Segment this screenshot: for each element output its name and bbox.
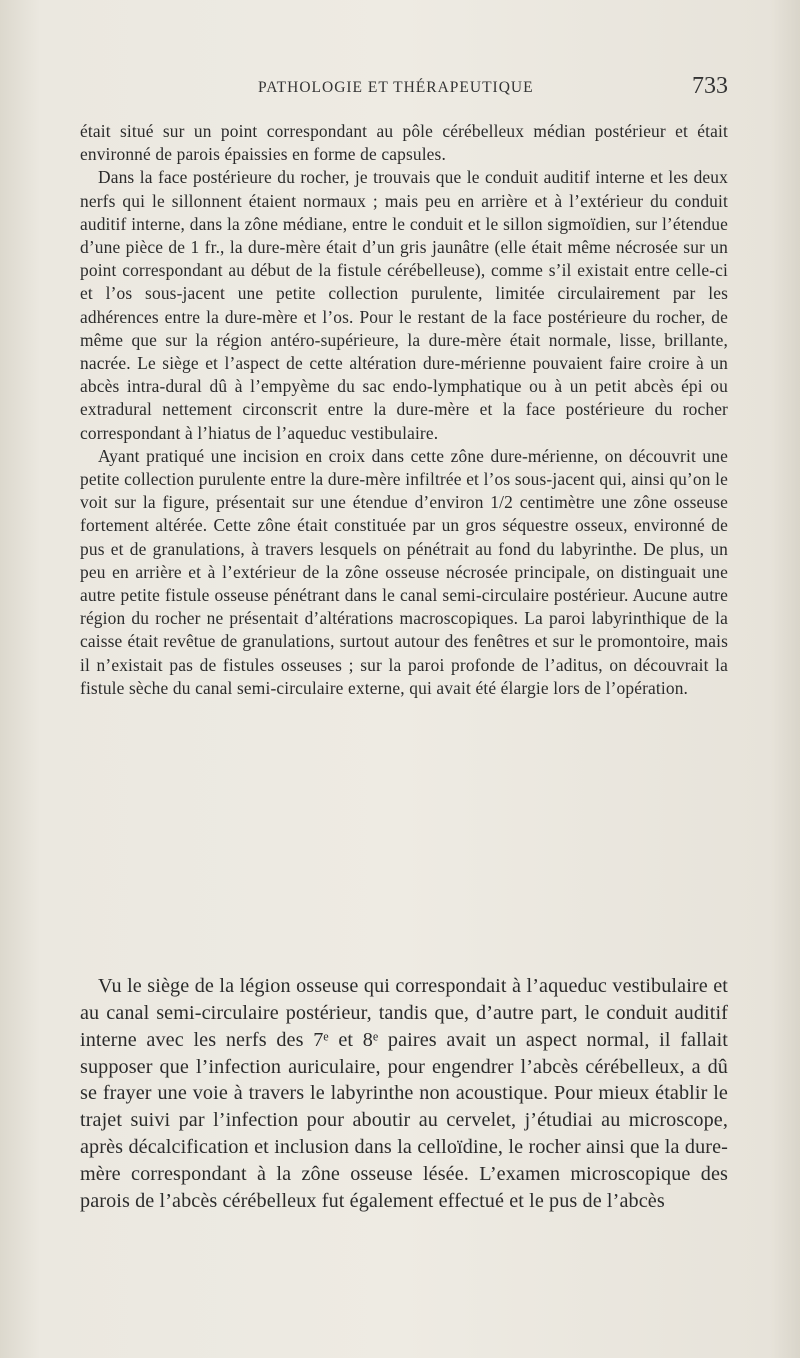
page-header xyxy=(80,73,732,105)
running-title: PATHOLOGIE ET THÉRAPEUTIQUE xyxy=(258,79,534,96)
paragraph-dura-mater: Dans la face postérieure du rocher, je trouvais que le conduit auditif interne et les deux nerfs qui le sillonnent étaient normaux ; mais peu en arrière et à l’extérieur du conduit auditif interne, dans la zône médiane, entre le conduit et le sillon sigmoïdien, sur l’étendue d’une pièce de 1 fr., la dure-mère était d’un gris jaunâtre (elle était même nécrosée sur un point correspondant au début de la fistule cérébelleuse), comme s’il existait entre celle-ci et l’os sous-jacent une petite collection purulente, limitée circulairement par les adhérences entre la dure-mère et l’os. Pour le restant de la face postérieure du rocher, de même que sur la région antéro-supérieure, la dure-mère était normale, lisse, brillante, nacrée. Le siège et l’aspect de cette altération dure-mérienne pouvaient faire croire à un abcès intra-dural dû à l’empyème du sac endo-lymphatique ou à un petit abcès épi ou extradural nettement circonscrit entre la dure-mère et la face postérieure du rocher correspondant à l’hiatus de l’aqueduc vestibulaire. xyxy=(80,167,728,443)
body-text-large-print xyxy=(80,973,728,1215)
paragraph-incision: Ayant pratiqué une incision en croix dans cette zône dure-mérienne, on découvrit une petite collection purulente entre la dure-mère infiltrée et l’os sous-jacent qui, ainsi qu’on le voit sur la figure, présentait sur une étendue d’environ 1/2 centimètre une zône osseuse fortement altérée. Cette zône était constituée par un gros séquestre osseux, environné de pus et de granulations, à travers lesquels on pénétrait au fond du labyrinthe. De plus, un peu en arrière et à l’extérieur de la zône osseuse nécrosée principale, on distinguait une autre petite fistule osseuse pénétrant dans le canal semi-circulaire postérieur. Aucune autre région du rocher ne présentait d’altérations macroscopiques. La paroi labyrinthique de la caisse était revêtue de granulations, surtout autour des fenêtres et sur le promontoire, mais il n’existait pas de fistules osseuses ; sur la paroi profonde de l’aditus, on découvrait la fistule sèche du canal semi-circulaire externe, qui avait été élargie lors de l’opération. xyxy=(80,445,728,698)
page-number: 733 xyxy=(692,73,728,99)
paragraph-continuation: était situé sur un point correspondant au pôle cérébelleux médian postérieur et était environné de parois épaissies en forme de capsules. xyxy=(80,121,728,165)
body-text-small-print xyxy=(80,120,728,700)
paragraph-labyrinth: Vu le siège de la légion osseuse qui correspondait à l’aqueduc vestibulaire et au canal semi-circulaire postérieur, tandis que, d’autre part, le conduit auditif interne avec les nerfs des 7ᵉ et 8ᵉ paires avait un aspect normal, il fallait supposer que l’infection auriculaire, pour engendrer l’abcès cérébelleux, a dû se frayer une voie à travers le labyrinthe non acoustique. Pour mieux établir le trajet suivi par l’infection pour aboutir au cervelet, j’étudiai au microscope, après décalcification et inclusion dans la celloïdine, le rocher ainsi que la dure-mère correspondant à la zône osseuse lésée. L’examen microscopique des parois de l’abcès cérébelleux fut également effectué et le pus de l’abcès xyxy=(80,975,728,1212)
